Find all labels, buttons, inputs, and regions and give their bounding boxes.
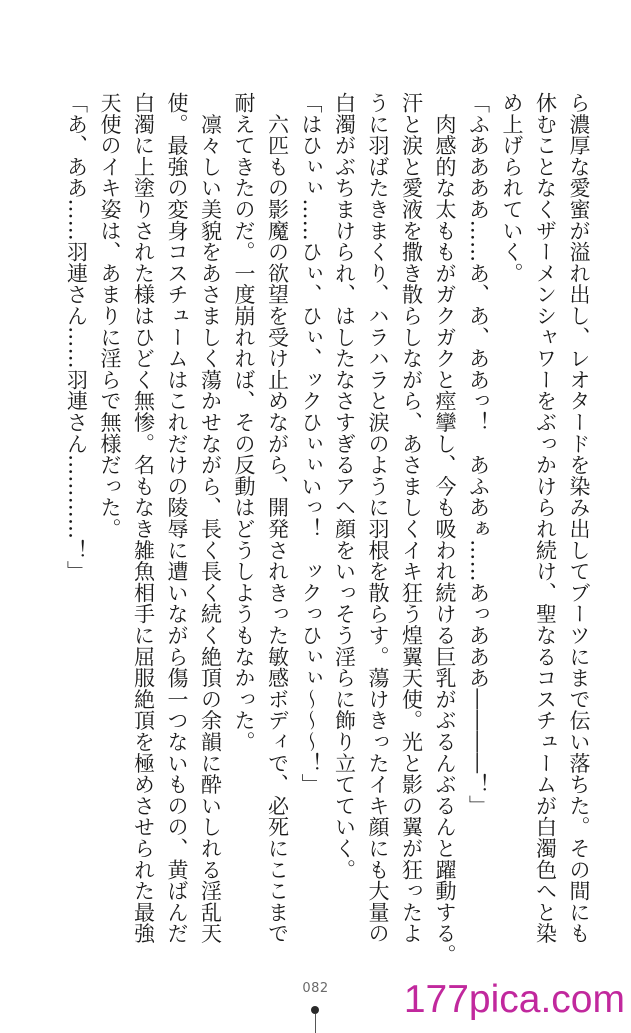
text-column: 白濁に上塗りされた様はひどく無惨。名もなき雑魚相手に屈服絶頂を極めさせられた最強 xyxy=(131,92,156,944)
text-column: 使。最強の変身コスチュームはこれだけの陵辱に遭いながら傷一つないものの、黄ばんだ xyxy=(165,92,189,944)
text-column: ら濃厚な愛蜜が溢れ出し、レオタードを染み出してブーツにまで伝い落ちた。その間にも xyxy=(567,92,591,944)
dialogue-column: 「ふああああ……あ、あ、ああっ！ あふあぁ……あっあああ――――！」 xyxy=(466,92,491,817)
text-column: 天使のイキ姿は、あまりに淫らで無様だった。 xyxy=(98,92,122,540)
text-column: め上げられていく。 xyxy=(500,92,524,284)
text-column: 六匹もの影魔の欲望を受け止めながら、開発されきった敏感ボディで、必死にここまで xyxy=(265,92,290,944)
text-column: 肉感的な太ももがガクガクと痙攣し、今も吸われ続ける巨乳がぶるんぶるんと躍動する。 xyxy=(433,92,457,966)
page-marker-line xyxy=(315,1014,316,1033)
text-column: 休むことなくザーメンシャワーをぶっかけられ続け、聖なるコスチュームが白濁色へと染 xyxy=(533,92,558,944)
page-marker-dot xyxy=(311,1006,319,1014)
watermark: 177pica.com xyxy=(403,978,625,1021)
text-column: うに羽ばたきまくり、ハラハラと涙のように羽根を散らす。蕩けきったイキ顔にも大量の xyxy=(366,92,390,944)
dialogue-column: 「はひぃぃ……ひぃ、ひぃ、ックひぃぃいっ！ ックっひぃぃ～～～！」 xyxy=(299,92,323,795)
text-column: 白濁がぶちまけられ、はしたなさすぎるアヘ顔をいっそう淫らに飾り立てていく。 xyxy=(332,92,357,881)
page-number: 082 xyxy=(302,981,329,996)
text-column: 凛々しい美貌をあさましく蕩かせながら、長く長く続く絶頂の余韻に酔いしれる淫乱天 xyxy=(198,92,223,944)
text-column: 耐えてきたのだ。一度崩れれば、その反動はどうしようもなかった。 xyxy=(232,92,256,753)
body-text xyxy=(59,92,595,965)
dialogue-column: 「あ、ああ……羽連さん……羽連さん…………！」 xyxy=(64,92,89,582)
text-column: 汗と涙と愛液を撒き散らしながら、あさましくイキ狂う煌翼天使。光と影の翼が狂ったよ xyxy=(399,92,424,944)
